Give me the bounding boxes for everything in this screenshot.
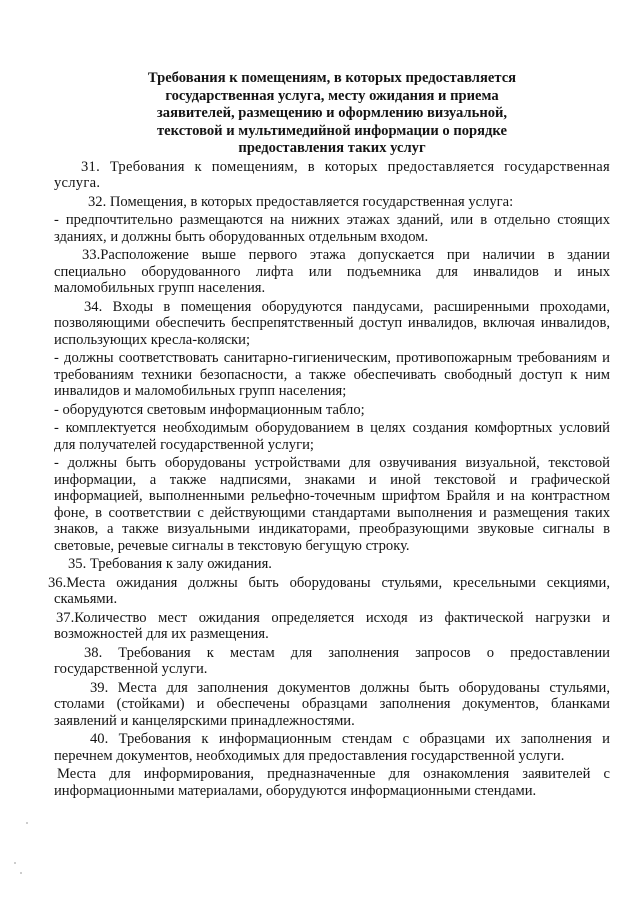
paragraph-35: 35. Требования к залу ожидания.	[68, 556, 272, 573]
scan-speck	[26, 822, 28, 824]
title-line: Требования к помещениям, в которых предоставляется	[147, 70, 517, 86]
paragraph-38: 38. Требования к местам для заполнения запросов о предоставлении государственной услуги.	[54, 644, 610, 678]
paragraph-34: 34. Входы в помещения оборудуются пандусами, расширенными проходами, позволяющими обеспечить беспрепятственный доступ инвалидов, включая инвалидов, использующих кресла-коляски;	[54, 298, 610, 348]
document-body	[48, 158, 610, 800]
paragraph-34-item-3: - комплектуется необходимым оборудованием в целях создания комфортных условий для получателей государственной услуги;	[54, 420, 610, 453]
paragraph-39: 39. Места для заполнения документов должны быть оборудованы стульями, столами (стойками) и обеспечены образцами заполнения документов, бланками заявлений и канцелярскими принадлежностями.	[54, 679, 610, 729]
section-title	[54, 70, 610, 158]
title-line: текстовой и мультимедийной информации о порядке	[157, 122, 507, 139]
paragraph-40: 40. Требования к информационным стендам с образцами их заполнения и перечнем документов, необходимых для предоставления государственной услуги.	[54, 731, 610, 764]
scan-speck	[20, 872, 22, 874]
title-line: предоставления таких услуг	[238, 140, 426, 157]
paragraph-34-item-2: - оборудуются световым информационным табло;	[54, 401, 365, 418]
paragraph-31: 31. Требования к помещениям, в которых предоставляется государственная услуга.	[54, 158, 610, 192]
paragraph-32-item: - предпочтительно размещаются на нижних этажах зданий, или в отдельно стоящих зданиях, и должны быть оборудованных отдельным входом.	[54, 212, 610, 245]
paragraph-37: 37.Количество мест ожидания определяется исходя из фактической нагрузки и возможностей для их размещения.	[54, 609, 610, 643]
title-line: государственная услуга, месту ожидания и приема	[165, 87, 499, 104]
paragraph-34-item-1: - должны соответствовать санитарно-гигиеническим, противопожарным требованиям и требованиям техники безопасности, а также обеспечивать свободный доступ к ним инвалидов и маломобильных групп населения;	[54, 350, 610, 400]
scan-speck	[14, 862, 16, 864]
paragraph-33: 33.Расположение выше первого этажа допускается при наличии в здании специально оборудованного лифта или подъемника для инвалидов и иных маломобильных групп населения.	[54, 247, 610, 297]
paragraph-36: 36.Места ожидания должны быть оборудованы стульями, кресельными секциями, скамьями.	[48, 574, 610, 608]
paragraph-34-item-4: - должны быть оборудованы устройствами для озвучивания визуальной, текстовой информации, а также надписями, знаками и иной текстовой и графической информацией, выполненными рельефно-точечным шрифтом Брайля и на контрастном фоне, в соответствии с действующими стандартами выполнения и размещения таких знаков, а также визуальными индикаторами, преобразующими звуковые сигналы в световые, речевые сигналы в текстовую бегущую строку.	[54, 455, 610, 554]
paragraph-40-continuation: Места для информирования, предназначенные для ознакомления заявителей с информационными материалами, оборудуются информационными стендами.	[54, 766, 610, 799]
paragraph-32: 32. Помещения, в которых предоставляется государственная услуга:	[88, 193, 514, 210]
title-line: заявителей, размещению и оформлению визуальной,	[156, 105, 508, 122]
